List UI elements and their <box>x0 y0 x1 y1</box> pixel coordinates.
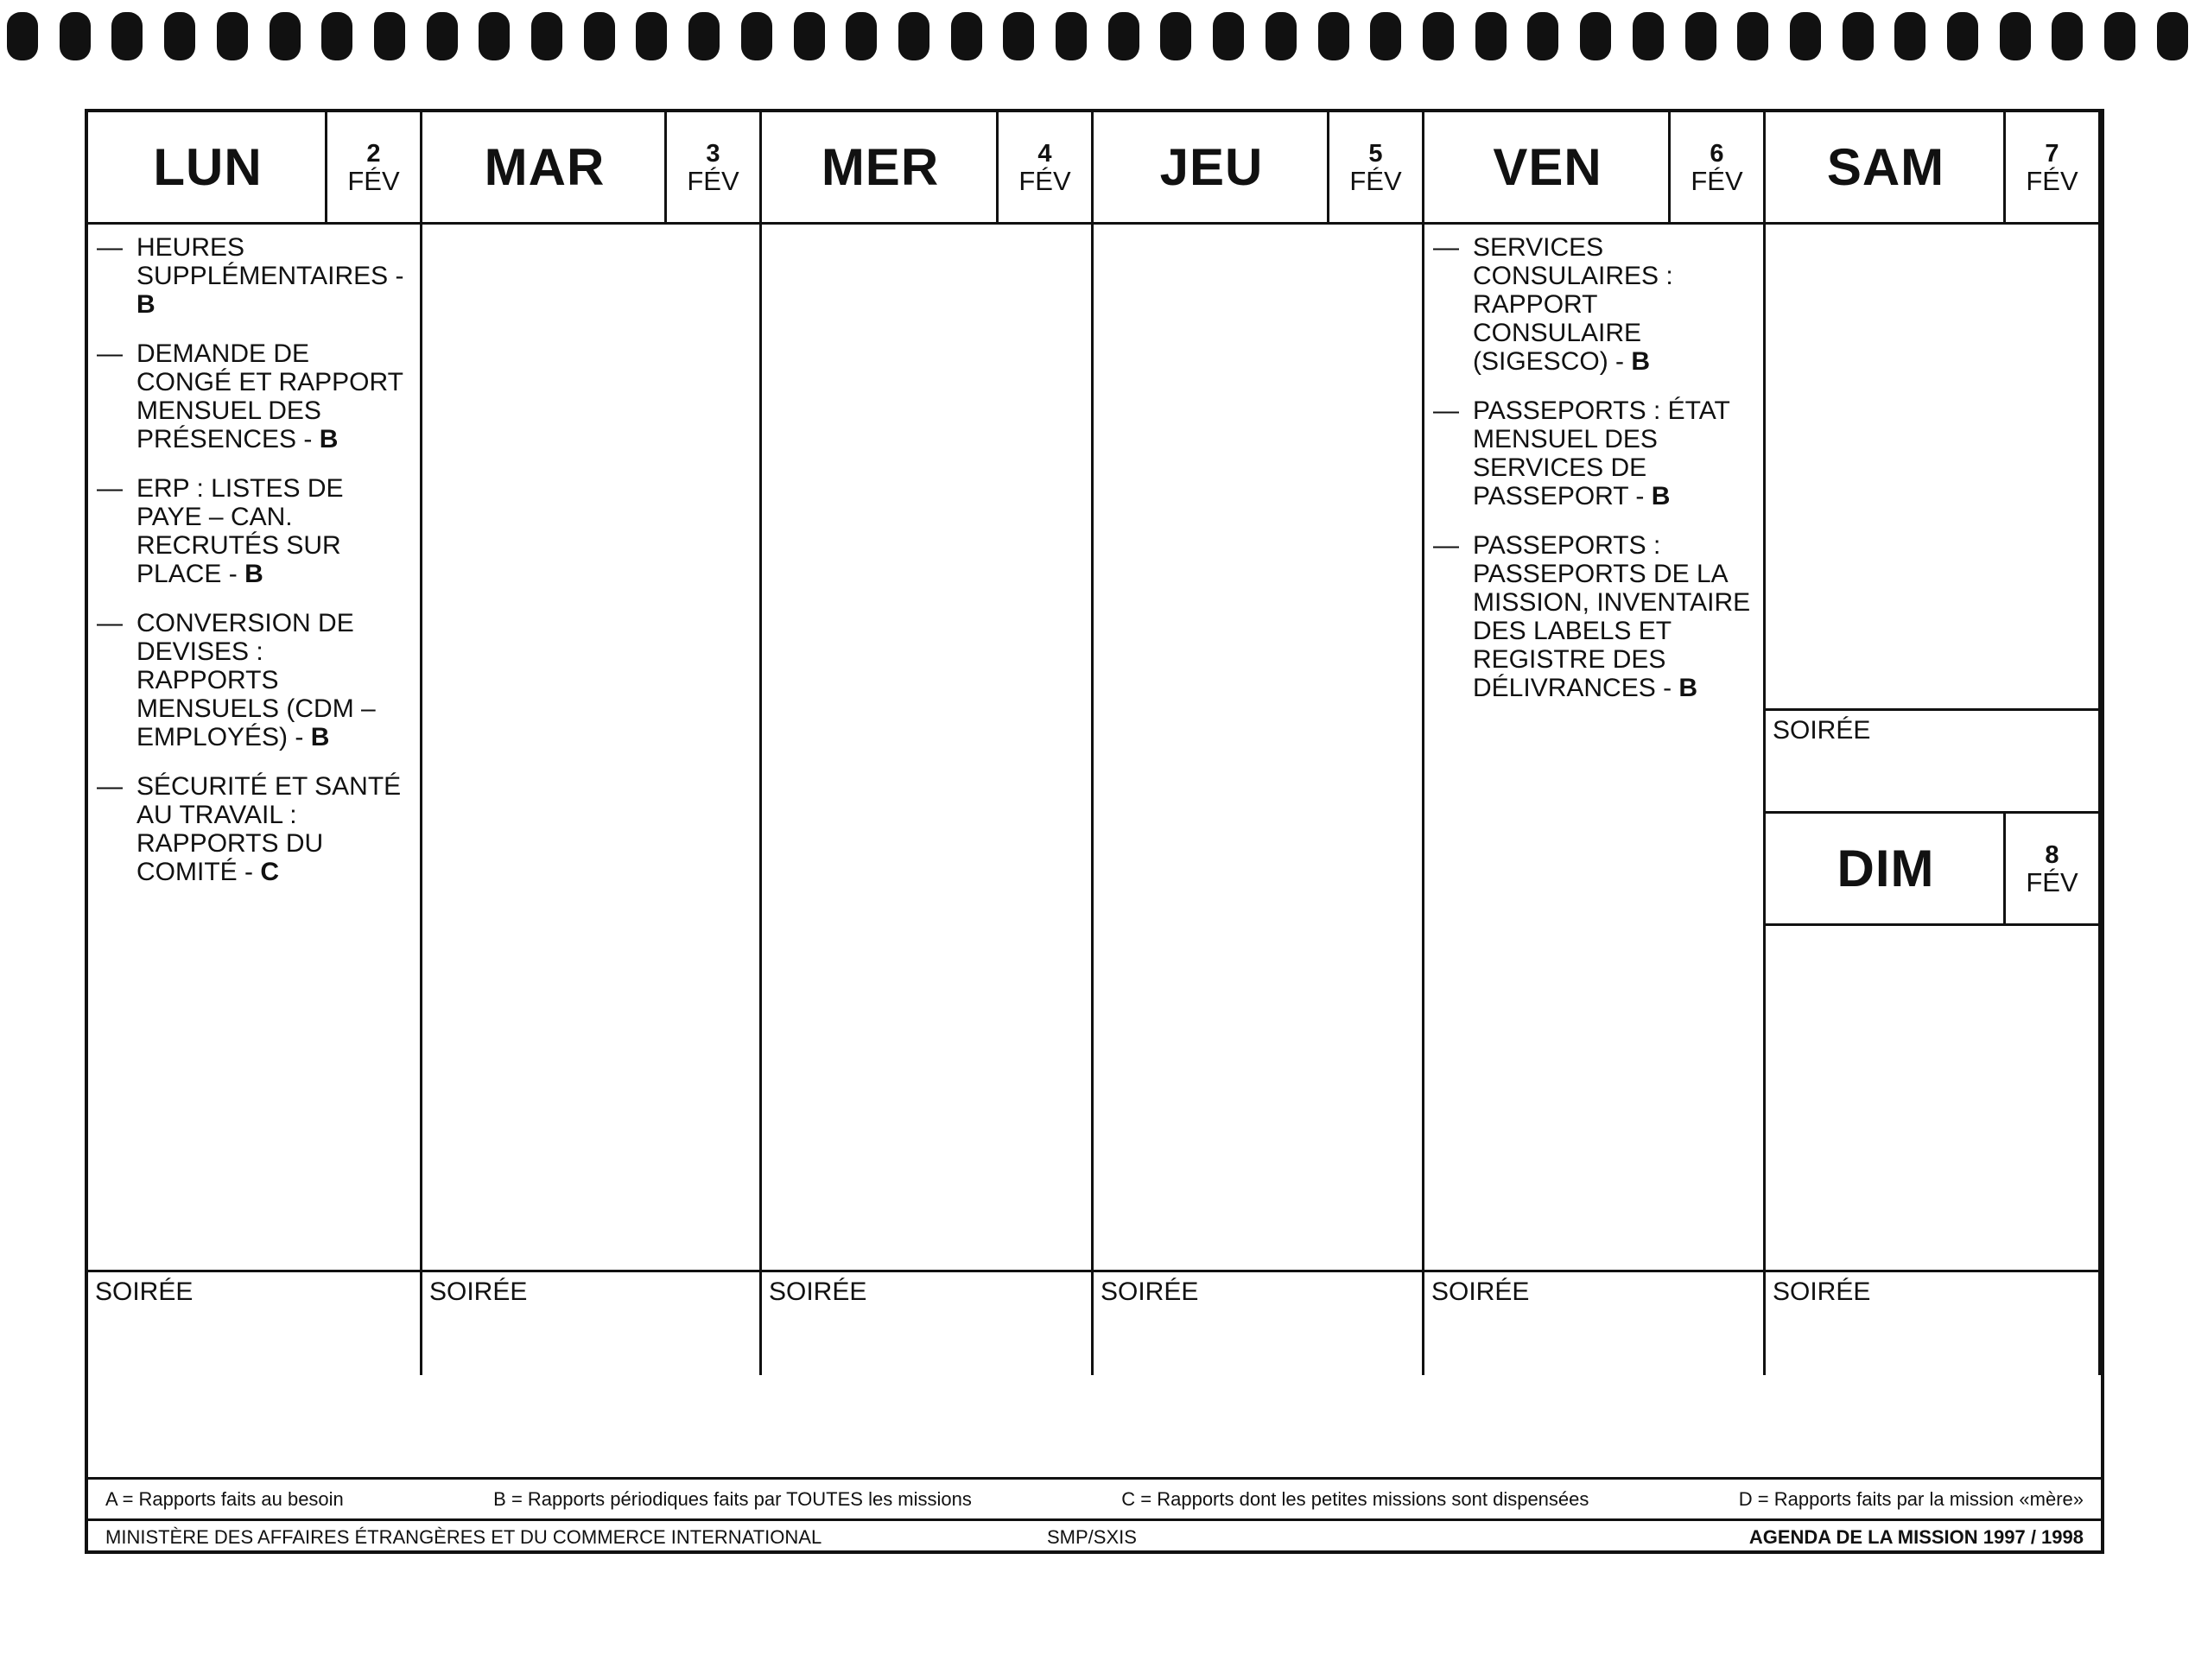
binding-hole <box>1318 12 1349 60</box>
day-date <box>2003 112 2098 222</box>
day-header <box>422 112 759 225</box>
task-item: — DEMANDE DE CONGÉ ET RAPPORT MENSUEL DES PRÉSENCES - B <box>97 339 411 453</box>
day-name: LUN <box>153 138 263 196</box>
day-number: 8 <box>2045 840 2059 869</box>
evening-box[interactable]: SOIRÉE <box>422 1270 759 1375</box>
evening-box[interactable]: SOIRÉE <box>762 1270 1091 1375</box>
binding-hole <box>2052 12 2083 60</box>
task-item: — PASSEPORTS : ÉTAT MENSUEL DES SERVICES DE PASSEPORT - B <box>1433 396 1754 510</box>
binding-hole <box>1266 12 1297 60</box>
binding-hole <box>1947 12 1978 60</box>
day-column-mar <box>422 112 762 1375</box>
day-month: FÉV <box>1018 165 1071 196</box>
day-name: VEN <box>1493 138 1602 196</box>
binding-hole <box>217 12 248 60</box>
binding-hole <box>846 12 877 60</box>
day-name: SAM <box>1826 138 1945 196</box>
legend-d: D = Rapports faits par la mission «mère» <box>1738 1487 2084 1510</box>
task-list <box>97 233 411 907</box>
day-name: MER <box>821 138 940 196</box>
day-month: FÉV <box>1349 165 1402 196</box>
day-date <box>996 112 1091 222</box>
task-item: — SÉCURITÉ ET SANTÉ AU TRAVAIL : RAPPORTS DU COMITÉ - C <box>97 772 411 886</box>
day-month: FÉV <box>2026 866 2078 897</box>
day-number: 4 <box>1037 139 1052 168</box>
binding-hole <box>1580 12 1611 60</box>
binding-hole <box>1527 12 1558 60</box>
binding-hole <box>479 12 510 60</box>
day-name: MAR <box>484 138 606 196</box>
task-item: — HEURES SUPPLÉMENTAIRES - B <box>97 233 411 319</box>
day-column-sam-dim <box>1766 112 2101 1375</box>
binding-hole <box>60 12 91 60</box>
day-header-dim <box>1766 814 2098 926</box>
binding-hole <box>164 12 195 60</box>
task-item: — ERP : LISTES DE PAYE – CAN. RECRUTÉS SUR PLACE - B <box>97 474 411 588</box>
binding-hole <box>1685 12 1716 60</box>
day-date <box>664 112 759 222</box>
day-column-lun <box>88 112 422 1375</box>
binding-hole <box>1475 12 1507 60</box>
legend-bar <box>88 1477 2101 1518</box>
binding-hole <box>1894 12 1925 60</box>
legend-c: C = Rapports dont les petites missions sont dispensées <box>1121 1487 1589 1510</box>
day-number: 6 <box>1710 139 1724 168</box>
day-column-jeu <box>1094 112 1424 1375</box>
spiral-binding <box>0 12 2195 64</box>
day-number: 2 <box>366 139 381 168</box>
evening-box[interactable]: SOIRÉE <box>1094 1270 1422 1375</box>
legend-b: B = Rapports périodiques faits par TOUTES les missions <box>493 1487 972 1510</box>
binding-hole <box>427 12 458 60</box>
binding-hole <box>2000 12 2031 60</box>
day-header-sam <box>1766 112 2098 225</box>
day-name: JEU <box>1159 138 1264 196</box>
evening-box[interactable]: SOIRÉE <box>88 1270 420 1375</box>
day-column-mer <box>762 112 1094 1375</box>
day-date <box>1668 112 1763 222</box>
day-column-ven <box>1424 112 1766 1375</box>
binding-hole <box>374 12 405 60</box>
day-header <box>762 112 1091 225</box>
binding-hole <box>636 12 667 60</box>
document-code: SMP/SXIS <box>1047 1526 1137 1548</box>
day-number: 7 <box>2045 139 2059 168</box>
binding-hole <box>1213 12 1244 60</box>
binding-hole <box>1790 12 1821 60</box>
binding-hole <box>1003 12 1034 60</box>
evening-box-sam[interactable]: SOIRÉE <box>1766 708 2098 814</box>
footer-bar <box>88 1518 2101 1554</box>
binding-hole <box>270 12 301 60</box>
binding-hole <box>1423 12 1454 60</box>
task-item: — PASSEPORTS : PASSEPORTS DE LA MISSION, INVENTAIRE DES LABELS ET REGISTRE DES DÉLIVRANCES - B <box>1433 531 1754 702</box>
agenda-sheet <box>85 109 2104 1554</box>
day-name: DIM <box>1837 840 1935 897</box>
day-header <box>1424 112 1763 225</box>
day-month: FÉV <box>2026 165 2078 196</box>
binding-hole <box>1056 12 1087 60</box>
task-list <box>1433 233 1754 723</box>
binding-hole <box>1633 12 1664 60</box>
binding-hole <box>794 12 825 60</box>
day-month: FÉV <box>347 165 400 196</box>
day-date <box>1327 112 1422 222</box>
binding-hole <box>584 12 615 60</box>
binding-hole <box>741 12 772 60</box>
binding-hole <box>2104 12 2135 60</box>
binding-hole <box>111 12 143 60</box>
binding-hole <box>1843 12 1874 60</box>
binding-hole <box>7 12 38 60</box>
evening-box-dim[interactable]: SOIRÉE <box>1766 1270 2098 1375</box>
ministry-name: MINISTÈRE DES AFFAIRES ÉTRANGÈRES ET DU COMMERCE INTERNATIONAL <box>105 1526 822 1548</box>
day-month: FÉV <box>1691 165 1743 196</box>
evening-box[interactable]: SOIRÉE <box>1424 1270 1763 1375</box>
binding-hole <box>1370 12 1401 60</box>
binding-hole <box>898 12 929 60</box>
binding-hole <box>951 12 982 60</box>
binding-hole <box>531 12 562 60</box>
day-month: FÉV <box>687 165 739 196</box>
binding-hole <box>1160 12 1191 60</box>
day-number: 3 <box>706 139 720 168</box>
binding-hole <box>688 12 720 60</box>
day-header <box>88 112 420 225</box>
day-header <box>1094 112 1422 225</box>
day-date <box>2003 814 2098 923</box>
legend-a: A = Rapports faits au besoin <box>105 1487 344 1510</box>
task-item: — SERVICES CONSULAIRES : RAPPORT CONSULAIRE (SIGESCO) - B <box>1433 233 1754 376</box>
binding-hole <box>1108 12 1139 60</box>
day-number: 5 <box>1368 139 1383 168</box>
binding-hole <box>1737 12 1768 60</box>
agenda-title: AGENDA DE LA MISSION 1997 / 1998 <box>1748 1526 2084 1548</box>
binding-hole <box>321 12 352 60</box>
task-item: — CONVERSION DE DEVISES : RAPPORTS MENSUELS (CDM – EMPLOYÉS) - B <box>97 609 411 751</box>
day-date <box>325 112 420 222</box>
binding-hole <box>2157 12 2188 60</box>
